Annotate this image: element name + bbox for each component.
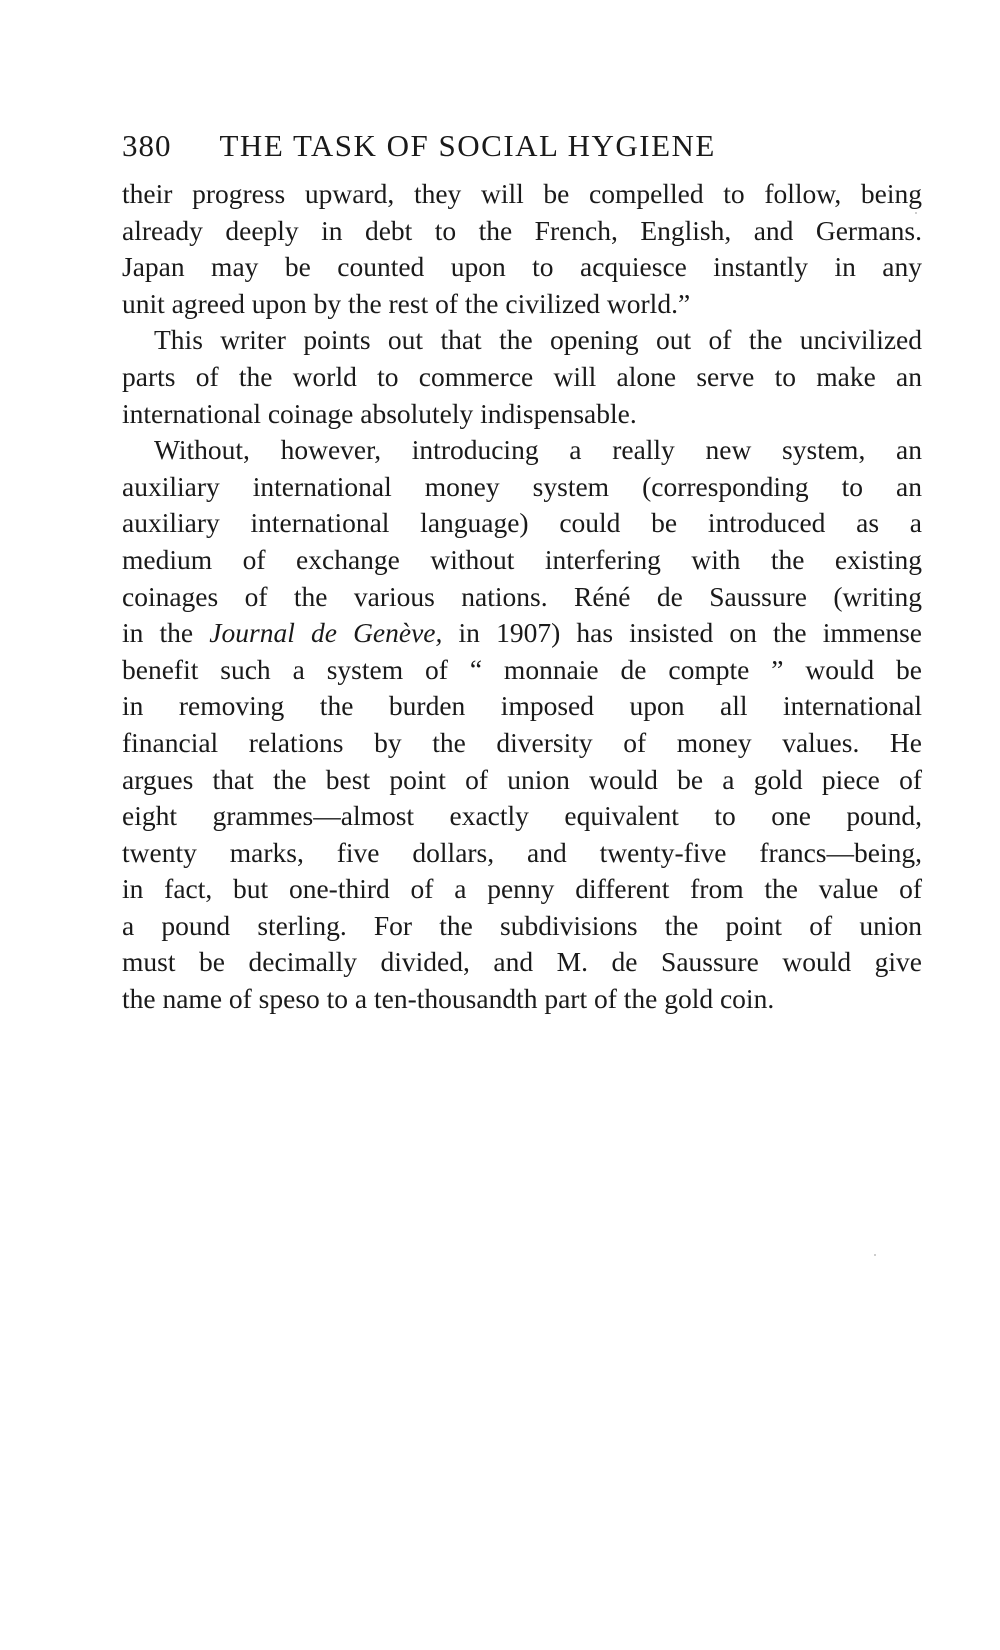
text-line: already deeply in debt to the French, English, and Germans. [122,214,922,246]
text-line: twenty marks, five dollars, and twenty-five francs—being, [122,836,922,868]
text-segment: in 1907) has insisted on the immense [442,617,923,649]
text-line: must be decimally divided, and M. de Saussure would give [122,946,922,978]
text-line: Without, however, introducing a really new system, an [154,434,922,466]
book-page [122,128,922,1018]
body-text [122,176,922,1018]
text-line: argues that the best point of union would be a gold piece of [122,763,922,795]
text-line: a pound sterling. For the subdivisions the point of union [122,909,922,941]
journal-title-italic: Journal de Genève, [209,617,443,649]
text-line: in removing the burden imposed upon all international [122,690,922,722]
running-head [122,128,922,176]
text-line: auxiliary international language) could be introduced as a [122,507,922,539]
paragraph-1 [122,176,922,322]
text-line: in fact, but one-third of a penny different from the value of [122,873,922,905]
text-line: This writer points out that the opening out of the uncivilized [154,324,922,356]
paragraph-2 [122,322,922,432]
text-line: Japan may be counted upon to acquiesce instantly in any [122,251,922,283]
text-line: their progress upward, they will be compelled to follow, being [122,178,922,209]
text-line: financial relations by the diversity of money values. He [122,726,922,758]
running-title: THE TASK OF SOCIAL HYGIENE [219,128,716,163]
text-line: coinages of the various nations. Réné de Saussure (writing [122,580,922,612]
text-line: eight grammes—almost exactly equivalent to one pound, [122,800,922,832]
scan-speck [874,1254,876,1256]
text-line-with-italic [122,615,922,652]
paragraph-3 [122,432,922,1018]
text-line: international coinage absolutely indispensable. [122,397,637,429]
page-number: 380 [122,128,172,163]
text-segment: in the [122,617,210,649]
text-line: benefit such a system of “ monnaie de compte ” would be [122,653,922,685]
text-line: medium of exchange without interfering with the existing [122,543,922,575]
text-line: unit agreed upon by the rest of the civilized world.” [122,287,691,319]
text-line: the name of speso to a ten-thousandth part of the gold coin. [122,983,775,1015]
text-line: auxiliary international money system (corresponding to an [122,470,922,502]
text-line: parts of the world to commerce will alone serve to make an [122,360,922,392]
scan-speck [915,212,917,214]
